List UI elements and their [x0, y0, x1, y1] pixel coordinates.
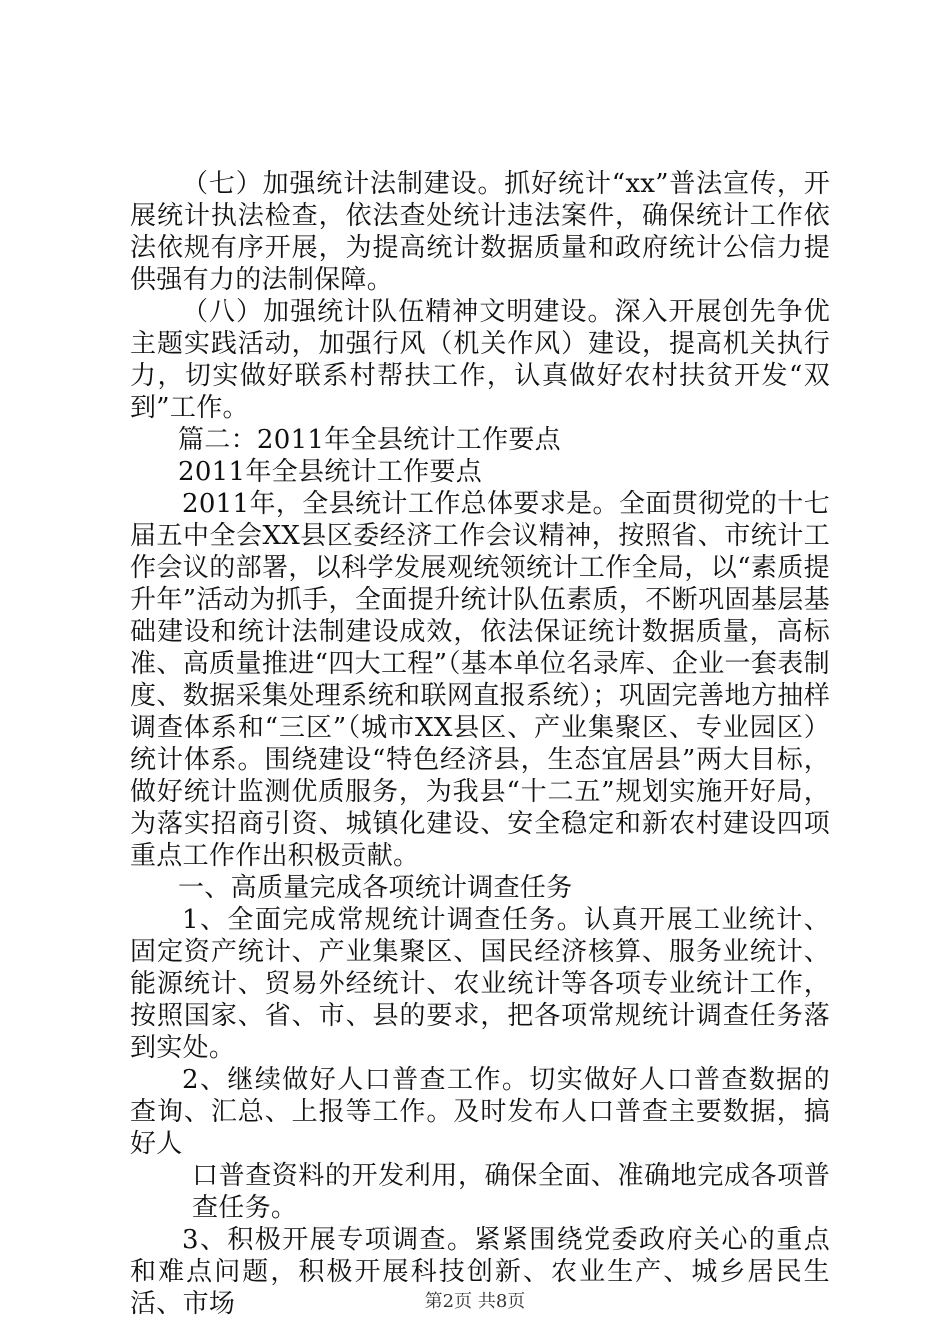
document-body [130, 168, 830, 1320]
paragraph-special-surveys: 3、积极开展专项调查。紧紧围绕党委政府关心的重点和难点问题，积极开展科技创新、农业生产、城乡居民生活、市场 [130, 1225, 830, 1319]
paragraph-team-building: （八）加强统计队伍精神文明建设。深入开展创先争优主题实践活动，加强行风（机关作风）建设，提高机关执行力，切实做好联系村帮扶工作，认真做好农村扶贫开发“双到”工作。 [130, 297, 830, 423]
section-title: 2011年全县统计工作要点 [178, 457, 483, 487]
page-number: 第2页 共8页 [424, 1291, 526, 1312]
paragraph-law-building: （七）加强统计法制建设。抓好统计“xx”普法宣传，开展统计执法检查，依法查处统计违法案件，确保统计工作依法依规有序开展，为提高统计数据质量和政府统计公信力提供强有力的法制保障。 [130, 169, 830, 295]
paragraph-general-requirements: 2011年，全县统计工作总体要求是。全面贯彻党的十七届五中全会XX县区委经济工作会议精神，按照省、市统计工作会议的部署，以科学发展观统领统计工作全局，以“素质提升年”活动为抓手，全面提升统计队伍素质，不断巩固基层基础建设和统计法制建设成效，依法保证统计数据质量，高标准、高质量推进“四大工程”（基本单位名录库、企业一套表制度、数据采集处理系统和联网直报系统）；巩固完善地方抽样调查体系和“三区”（城市XX县区、产业集聚区、专业园区）统计体系。围绕建设“特色经济县，生态宜居县”两大目标，做好统计监测优质服务，为我县“十二五”规划实施开好局，为落实招商引资、城镇化建设、安全稳定和新农村建设四项重点工作作出积极贡献。 [130, 489, 830, 871]
section-heading: 篇二：2011年全县统计工作要点 [178, 425, 561, 455]
paragraph-regular-surveys: 1、全面完成常规统计调查任务。认真开展工业统计、固定资产统计、产业集聚区、国民经济核算、服务业统计、能源统计、贸易外经统计、农业统计等各项专业统计工作，按照国家、省、市、县的要求，把各项常规统计调查任务落到实处。 [130, 905, 830, 1063]
paragraph-census-work: 2、继续做好人口普查工作。切实做好人口普查数据的查询、汇总、上报等工作。及时发布人口普查主要数据，搞好人 [130, 1065, 830, 1159]
paragraph-census-continuation: 口普查资料的开发利用，确保全面、准确地完成各项普查任务。 [192, 1161, 830, 1223]
subsection-heading: 一、高质量完成各项统计调查任务 [178, 873, 573, 903]
